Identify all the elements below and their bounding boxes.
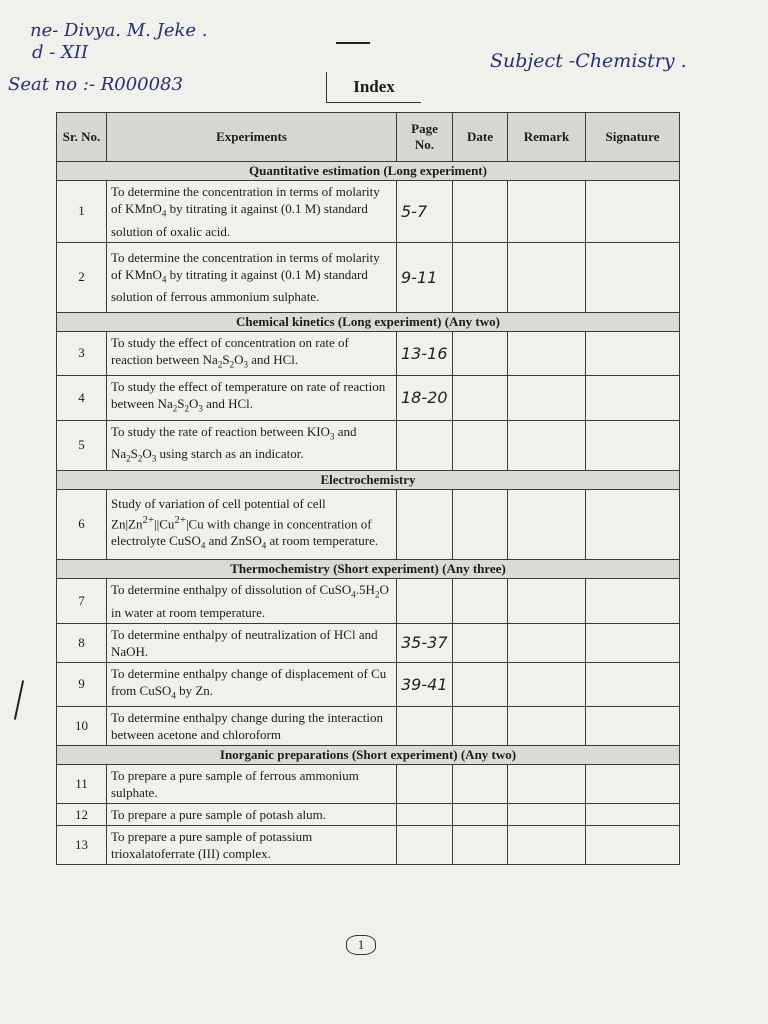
table-row <box>57 331 680 376</box>
page-number: 1 <box>346 935 376 955</box>
page-no-cell: 9-11 <box>397 242 453 312</box>
date-cell <box>453 765 508 804</box>
sr-no-cell: 5 <box>57 420 107 470</box>
date-cell <box>453 826 508 865</box>
sr-no-cell: 2 <box>57 242 107 312</box>
section-row <box>57 559 680 578</box>
experiment-cell: To study the effect of temperature on rate of reaction between $Na_2S_2O_3$ and HCl. <box>107 376 397 421</box>
table-row <box>57 489 680 559</box>
date-cell <box>453 707 508 746</box>
sr-no-cell: 13 <box>57 826 107 865</box>
signature-cell <box>586 489 680 559</box>
section-row <box>57 312 680 331</box>
signature-cell <box>586 331 680 376</box>
signature-cell <box>586 707 680 746</box>
page-no-cell <box>397 420 453 470</box>
table-row <box>57 578 680 623</box>
remark-cell <box>508 242 586 312</box>
col-header-experiments: Experiments <box>107 113 397 162</box>
date-cell <box>453 578 508 623</box>
sr-no-cell: 12 <box>57 804 107 826</box>
experiment-cell: Study of variation of cell potential of cell $Zn|Zn^{2+}||Cu^{2+}|Cu$ with change in concentration of electrolyte CuSO$_4$ and ZnSO$_4$ at room temperature. <box>107 489 397 559</box>
page-no-cell <box>397 578 453 623</box>
experiment-cell: To determine enthalpy of neutralization of HCl and NaOH. <box>107 623 397 662</box>
sr-no-cell: 11 <box>57 765 107 804</box>
experiment-cell: To determine enthalpy of dissolution of $CuSO_4.5H_2O$ in water at room temperature. <box>107 578 397 623</box>
col-header-date: Date <box>453 113 508 162</box>
page-no-cell <box>397 489 453 559</box>
experiment-cell: To study the rate of reaction between $KIO_3$ and $Na_2S_2O_3$ using starch as an indicator. <box>107 420 397 470</box>
table-row <box>57 181 680 243</box>
remark-cell <box>508 489 586 559</box>
student-name: ne- Divya. M. Jeke . <box>30 20 208 41</box>
sr-no-cell: 9 <box>57 662 107 707</box>
experiment-cell: To determine enthalpy change during the interaction between acetone and chloroform <box>107 707 397 746</box>
experiment-cell: To determine the concentration in terms of molarity of KMnO$_4$ by titrating it against (0.1 M) standard solution of ferrous ammonium sulphate. <box>107 242 397 312</box>
index-title: Index <box>326 72 421 103</box>
sr-no-cell: 10 <box>57 707 107 746</box>
table-header-row <box>57 113 680 162</box>
signature-cell <box>586 765 680 804</box>
page-no-cell: 5-7 <box>397 181 453 243</box>
col-header-page-no: Page No. <box>397 113 453 162</box>
remark-cell <box>508 804 586 826</box>
student-standard: d - XII <box>32 42 89 63</box>
signature-cell <box>586 662 680 707</box>
page-no-cell: 39-41 <box>397 662 453 707</box>
experiment-cell: To determine the concentration in terms of molarity of KMnO$_4$ by titrating it against (0.1 M) standard solution of oxalic acid. <box>107 181 397 243</box>
signature-cell <box>586 578 680 623</box>
remark-cell <box>508 420 586 470</box>
date-cell <box>453 242 508 312</box>
sr-no-cell: 7 <box>57 578 107 623</box>
col-header-sr-no: Sr. No. <box>57 113 107 162</box>
section-row <box>57 746 680 765</box>
page-no-cell <box>397 826 453 865</box>
margin-pen-mark <box>14 680 24 720</box>
section-title: Thermochemistry (Short experiment) (Any three) <box>57 559 680 578</box>
signature-cell <box>586 420 680 470</box>
signature-cell <box>586 376 680 421</box>
remark-cell <box>508 578 586 623</box>
section-row <box>57 162 680 181</box>
section-title: Chemical kinetics (Long experiment) (Any two) <box>57 312 680 331</box>
page-no-cell: 18-20 <box>397 376 453 421</box>
table-row <box>57 707 680 746</box>
table-row <box>57 242 680 312</box>
date-cell <box>453 489 508 559</box>
table-row <box>57 623 680 662</box>
remark-cell <box>508 707 586 746</box>
table-row <box>57 826 680 865</box>
signature-cell <box>586 623 680 662</box>
signature-cell <box>586 826 680 865</box>
sr-no-cell: 6 <box>57 489 107 559</box>
experiment-cell: To determine enthalpy change of displacement of Cu from CuSO$_4$ by Zn. <box>107 662 397 707</box>
date-cell <box>453 623 508 662</box>
table-body <box>57 162 680 865</box>
experiment-cell: To prepare a pure sample of potash alum. <box>107 804 397 826</box>
remark-cell <box>508 181 586 243</box>
section-title: Inorganic preparations (Short experiment) (Any two) <box>57 746 680 765</box>
page-no-cell <box>397 707 453 746</box>
col-header-signature: Signature <box>586 113 680 162</box>
sr-no-cell: 3 <box>57 331 107 376</box>
experiment-index-table <box>56 112 680 865</box>
table-row <box>57 765 680 804</box>
page-no-cell <box>397 765 453 804</box>
table-row <box>57 804 680 826</box>
remark-cell <box>508 376 586 421</box>
date-cell <box>453 804 508 826</box>
remark-cell <box>508 623 586 662</box>
col-header-remark: Remark <box>508 113 586 162</box>
seat-number: Seat no :- R000083 <box>8 74 183 95</box>
table-row <box>57 420 680 470</box>
date-cell <box>453 420 508 470</box>
date-cell <box>453 376 508 421</box>
experiment-cell: To prepare a pure sample of ferrous ammonium sulphate. <box>107 765 397 804</box>
pen-dash-mark <box>336 42 370 44</box>
sr-no-cell: 1 <box>57 181 107 243</box>
page-no-cell: 35-37 <box>397 623 453 662</box>
remark-cell <box>508 765 586 804</box>
page-no-cell <box>397 804 453 826</box>
date-cell <box>453 181 508 243</box>
signature-cell <box>586 804 680 826</box>
section-title: Electrochemistry <box>57 470 680 489</box>
signature-cell <box>586 181 680 243</box>
table-row <box>57 376 680 421</box>
signature-cell <box>586 242 680 312</box>
section-title: Quantitative estimation (Long experiment) <box>57 162 680 181</box>
date-cell <box>453 662 508 707</box>
experiment-cell: To study the effect of concentration on rate of reaction between $Na_2S_2O_3$ and HCl. <box>107 331 397 376</box>
subject-label: Subject -Chemistry . <box>490 50 687 72</box>
date-cell <box>453 331 508 376</box>
sr-no-cell: 8 <box>57 623 107 662</box>
experiment-cell: To prepare a pure sample of potassium trioxalatoferrate (III) complex. <box>107 826 397 865</box>
table-row <box>57 662 680 707</box>
sr-no-cell: 4 <box>57 376 107 421</box>
remark-cell <box>508 331 586 376</box>
remark-cell <box>508 826 586 865</box>
page-no-cell: 13-16 <box>397 331 453 376</box>
section-row <box>57 470 680 489</box>
remark-cell <box>508 662 586 707</box>
